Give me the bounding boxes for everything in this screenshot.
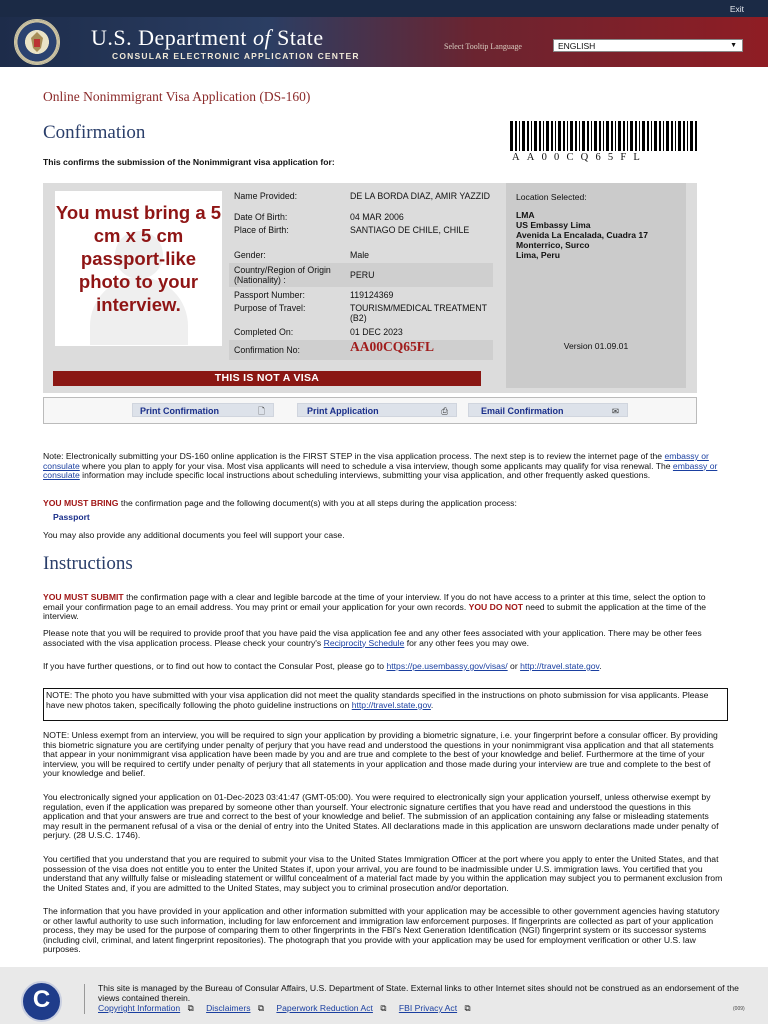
barcode-bar <box>627 121 628 151</box>
barcode-bar <box>635 121 637 151</box>
barcode-bar <box>558 121 561 151</box>
barcode-bar <box>543 121 544 151</box>
printer-icon: ⎙ <box>441 406 448 416</box>
confirmation-number-value: AA00CQ65FL <box>350 339 434 354</box>
header-banner <box>0 17 768 67</box>
next-step-note: Note: Electronically submitting your DS-160 online application is the FIRST STEP in the visa application process. The next step is to review the internet page of the embassy or consulate where you plan to apply for your visa. Most visa applicants will need to schedule a visa interview, though some applicants may qualify for visa renewal. The embassy or consulate information may include specific local instructions about scheduling interviews, submitting your visa application, and other frequently asked questions. <box>43 451 718 480</box>
barcode-bar <box>623 121 625 151</box>
print-confirmation-button[interactable]: Print Confirmation 🗋 <box>132 403 274 417</box>
biometric-note: NOTE: Unless exempt from an interview, you will be required to sign your application by providing a biometric signature, i.e. your fingerprint before a consular officer. By providing this biometric signature you are certifying under penalty of perjury that you have read and understood the questions in your nonimmigrant visa application and that all statements that appear in your nonimmigrant visa application have been made by you and are true and complete to the best of your knowledge and belief. Furthermore at the time of your interview, you will be required to certify under penalty of perjury that all statements in your application and those made during your interview are true and complete to the best of your knowledge and belief. <box>43 730 718 778</box>
barcode-bar <box>555 121 556 151</box>
barcode-bar <box>651 121 652 151</box>
barcode-bar <box>563 121 565 151</box>
location-address: LMA US Embassy Lima Avenida La Encalada, Cuadra 17 Monterrico, Surco Lima, Peru <box>516 210 648 260</box>
barcode-bar <box>519 121 520 151</box>
disclaimers-link[interactable]: Disclaimers ⧉ <box>206 1003 265 1013</box>
barcode-bar <box>587 121 589 151</box>
barcode-bar <box>531 121 532 151</box>
barcode-bar <box>678 121 681 151</box>
email-confirmation-button[interactable]: Email Confirmation ✉ <box>468 403 628 417</box>
embassy-link-2[interactable]: embassy or consulate <box>43 460 718 480</box>
instruction-contact: If you have further questions, or to find out how to contact the Consular Post, please go to https://pe.usembassy.gov/visas/ or http://travel.state.gov. <box>43 661 602 671</box>
paperwork-reduction-link[interactable]: Paperwork Reduction Act ⧉ <box>276 1003 387 1013</box>
field-nationality: Country/Region of Origin (Nationality) : PERU <box>229 263 493 287</box>
footer-links <box>98 1003 481 1014</box>
information-sharing-note: The information that you have provided in your application and other information submitted with your application may be accessible to other government agencies having statutory or other lawful authority to use such information, including for law enforcement and immigration law enforcement purposes. If fingerprints are collected as part of your application process, they may be used for the purpose of comparing them to other fingerprints in the FBI's Next Generation Identification (NGI) fingerprint system or its successor systems (including civil, criminal, and latent fingerprint repositories). The photograph that you provide with your application may be used for employment verification or other U.S. law purposes. <box>43 906 720 954</box>
field-gender: Gender: Male <box>234 250 370 260</box>
tooltip-language-label: Select Tooltip Language <box>444 42 522 51</box>
barcode-bar <box>539 121 541 151</box>
not-a-visa-banner: THIS IS NOT A VISA <box>53 371 481 386</box>
version-text: Version 01.09.01 <box>563 341 629 351</box>
dropdown-caret-icon: ▼ <box>730 42 737 49</box>
barcode-bar <box>654 121 657 151</box>
confirmation-intro: This confirms the submission of the Nonimmigrant visa application for: <box>43 157 335 167</box>
fbi-privacy-link[interactable]: FBI Privacy Act ⧉ <box>398 1003 471 1013</box>
department-title: U.S. Department of State <box>91 25 324 50</box>
barcode-bar <box>695 121 697 151</box>
document-icon: 🗋 <box>258 406 265 416</box>
instruction-submit: YOU MUST SUBMIT the confirmation page with a clear and legible barcode at the time of your interview. If you do not have access to a printer at this time, select the option to email your confirmation page to an email address. You may print or email your application for your own records. YOU DO NOT need to submit the application at the time of the interview. <box>43 592 707 621</box>
barcode-bar <box>683 121 685 151</box>
location-panel <box>506 183 686 388</box>
footer-divider <box>84 984 85 1014</box>
reciprocity-schedule-link[interactable]: Reciprocity Schedule <box>323 637 405 648</box>
external-link-icon: ⧉ <box>380 1003 387 1013</box>
consular-affairs-logo-icon: C <box>21 981 62 1022</box>
print-application-button[interactable]: Print Application ⎙ <box>297 403 457 417</box>
state-department-seal-icon <box>14 19 60 65</box>
barcode-bar <box>606 121 609 151</box>
barcode-bar <box>570 121 573 151</box>
tooltip-language-select[interactable]: ENGLISH ▼ <box>553 39 743 52</box>
photo-placeholder <box>55 191 222 346</box>
application-title: Online Nonimmigrant Visa Application (DS-160) <box>43 89 311 104</box>
barcode-bar <box>575 121 577 151</box>
barcode-bar <box>527 121 529 151</box>
barcode-bar <box>534 121 537 151</box>
field-purpose-of-travel: Purpose of Travel: TOURISM/MEDICAL TREATMENT (B2) <box>234 303 487 323</box>
photo-requirement-message: You must bring a 5 cm x 5 cm passport-like photo to your interview. <box>55 202 222 315</box>
photo-quality-note: NOTE: The photo you have submitted with your visa application did not meet the quality standards specified in the instructions on photo submission for visa applicants. Please have new photos taken, specifically following the photo guideline instructions on http://travel.state.gov. <box>43 688 728 721</box>
barcode-bar <box>639 121 640 151</box>
additional-documents-text: You may also provide any additional documents you feel will support your case. <box>43 530 345 540</box>
applicant-fields <box>229 190 493 360</box>
field-confirmation-number: Confirmation No: AA00CQ65FL <box>229 340 493 360</box>
action-bar <box>43 397 697 424</box>
field-place-of-birth: Place of Birth: SANTIAGO DE CHILE, CHILE <box>234 225 470 235</box>
ceac-subtitle: CONSULAR ELECTRONIC APPLICATION CENTER <box>112 51 360 61</box>
confirmation-heading: Confirmation <box>43 122 146 143</box>
must-bring-text: YOU MUST BRING the confirmation page and the following document(s) with you at all steps during the application process: <box>43 498 517 508</box>
barcode-bar <box>546 121 549 151</box>
barcode-bar <box>551 121 553 151</box>
barcode-text: AA00CQ65FL <box>512 152 648 163</box>
footer-code: (009) <box>733 1006 745 1012</box>
barcode-bar <box>659 121 661 151</box>
required-document-passport: Passport <box>53 512 90 522</box>
embassy-link-1[interactable]: embassy or consulate <box>43 451 709 471</box>
travel-state-gov-link[interactable]: http://travel.state.gov <box>520 661 600 671</box>
barcode-bar <box>615 121 616 151</box>
barcode-bar <box>642 121 645 151</box>
electronic-signature-note: You electronically signed your application on 01-Dec-2023 03:41:47 (GMT-05:00). You were required to electronically sign your application yourself, unless otherwise exempt by regulation, even if the application was prepared by someone other than yourself. Your electronic signature certifies that you have read and understood the questions in this application and that your answers are true and correct to the best of your knowledge and belief. The submission of an application containing any false or misleading statements may result in the permanent refusal of a visa or the denial of entry into the United States. All declarations made in this application are unsworn declarations made under penalty of perjury. (28 U.S.C. 1746). <box>43 792 719 840</box>
field-name: Name Provided: DE LA BORDA DIAZ, AMIR YAZZID <box>234 191 490 201</box>
barcode-bar <box>582 121 585 151</box>
field-dob: Date Of Birth: 04 MAR 2006 <box>234 212 404 222</box>
barcode-bar <box>663 121 664 151</box>
barcode-bar <box>594 121 597 151</box>
envelope-icon: ✉ <box>611 406 619 416</box>
external-link-icon: ⧉ <box>464 1003 471 1013</box>
barcode-bar <box>599 121 601 151</box>
barcode-bar <box>567 121 568 151</box>
barcode-bar <box>603 121 604 151</box>
exit-link[interactable]: Exit <box>729 4 744 14</box>
barcode-bar <box>671 121 673 151</box>
footer-disclaimer: This site is managed by the Bureau of Consular Affairs, U.S. Department of State. External links to other Internet sites should not be construed as an endorsement of the views contained therein. <box>98 983 739 1003</box>
barcode-bar <box>666 121 669 151</box>
barcode-bar <box>630 121 633 151</box>
barcode-image <box>510 121 698 151</box>
location-label: Location Selected: <box>516 192 587 202</box>
barcode-bar <box>611 121 613 151</box>
barcode-bar <box>579 121 580 151</box>
barcode-bar <box>618 121 621 151</box>
external-link-icon: ⧉ <box>257 1003 265 1013</box>
field-completed-on: Completed On: 01 DEC 2023 <box>234 327 403 337</box>
barcode-bar <box>690 121 693 151</box>
external-link-icon: ⧉ <box>187 1003 194 1013</box>
barcode-bar <box>510 121 513 151</box>
barcode-bar <box>522 121 525 151</box>
top-strip <box>0 0 768 17</box>
copyright-link[interactable]: Copyright Information ⧉ <box>98 1003 194 1013</box>
field-passport-number: Passport Number: 119124369 <box>234 290 394 300</box>
barcode-bar <box>515 121 517 151</box>
instruction-fees: Please note that you will be required to provide proof that you have paid the visa application fee and any other fees associated with your application. There may be other fees associated with the visa application process. Please check your country's Reciprocity Schedule for any other fees you may owe. <box>43 628 702 648</box>
barcode-bar <box>647 121 649 151</box>
photo-guideline-link[interactable]: http://travel.state.gov <box>351 699 431 710</box>
entry-certification-note: You certified that you understand that you are required to submit your visa to the United States Immigration Officer at the port where you apply to enter the United States, and that possession of the visa does not entitle you to enter the United States if, upon your arrival, you are found to be inadmissible under U.S. immigration laws. You certified that you understand that any willfully false or misleading statement or willful concealment of a material fact made by you within the application may subject you to permanent exclusion from the United States and, if you are admitted to the United States, may subject you to criminal prosecution and/or deportation. <box>43 854 723 893</box>
instructions-heading: Instructions <box>43 553 133 574</box>
embassy-visas-link[interactable]: https://pe.usembassy.gov/visas/ <box>386 661 508 671</box>
barcode-bar <box>687 121 688 151</box>
barcode-bar <box>675 121 676 151</box>
barcode-bar <box>591 121 592 151</box>
